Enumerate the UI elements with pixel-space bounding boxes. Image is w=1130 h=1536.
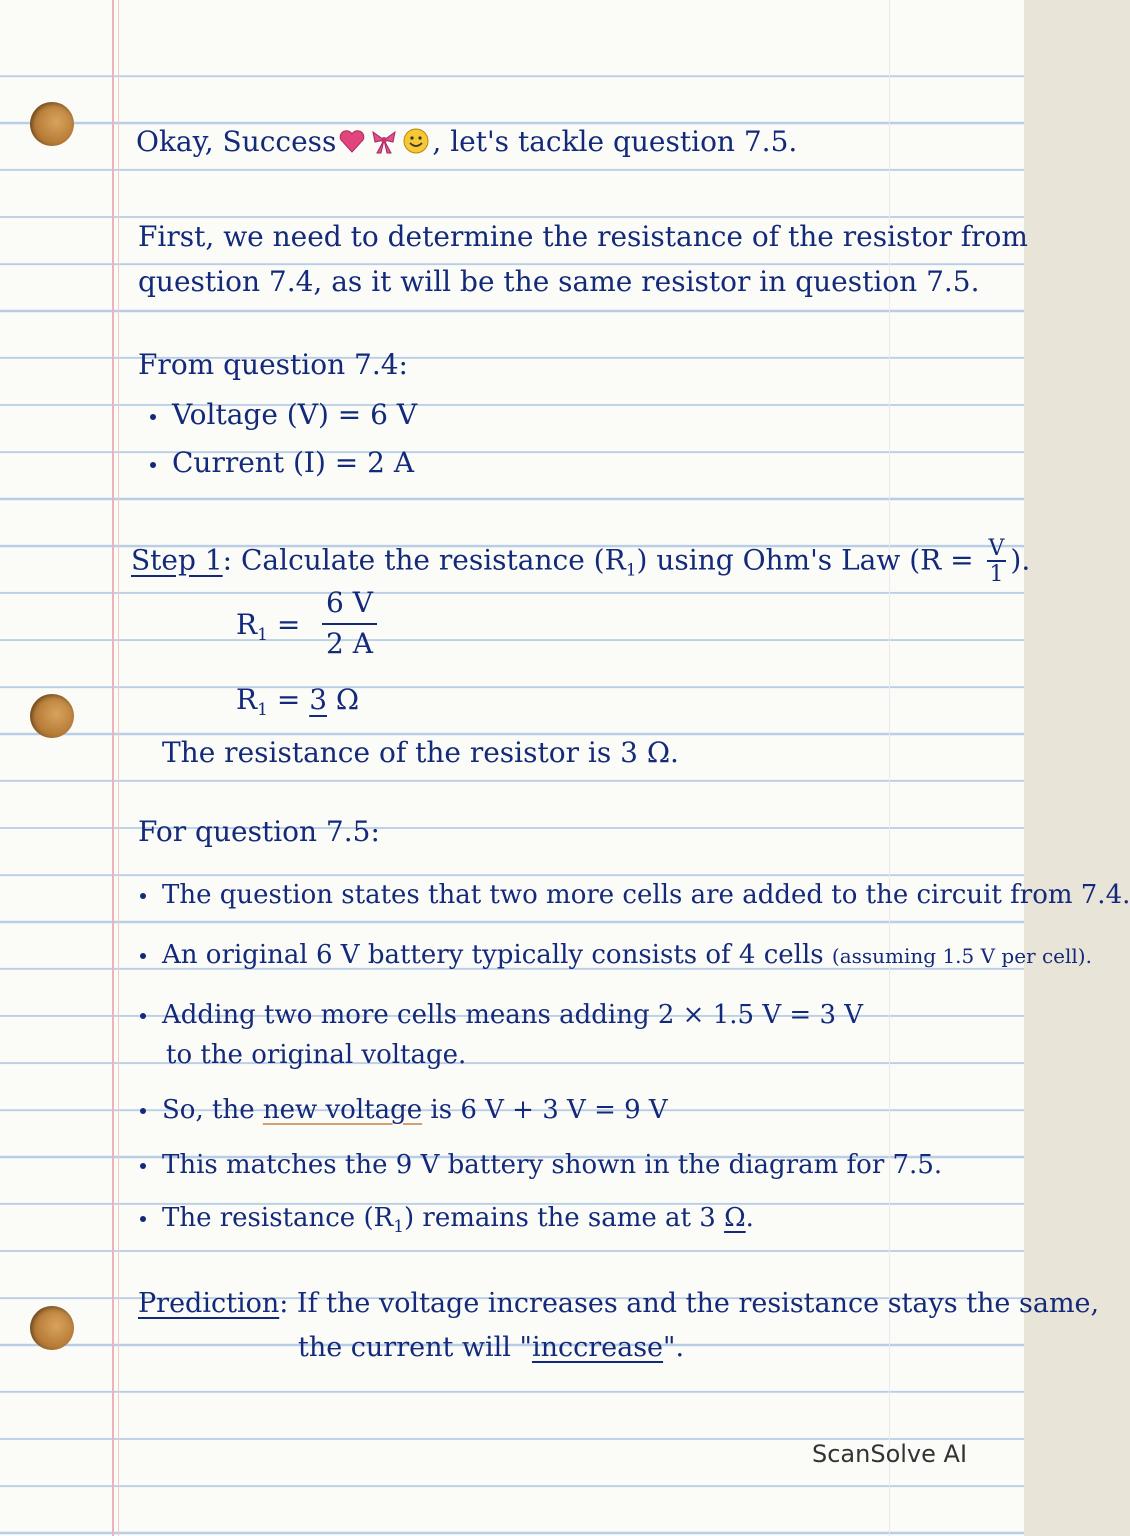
bullet-dot-icon <box>140 1163 146 1169</box>
list-item <box>140 940 1092 970</box>
greeting-suffix: , let's tackle question 7.5. <box>432 125 798 158</box>
step-1-text-2: ) using Ohm's Law (R = <box>636 543 983 577</box>
fraction-numerator: V <box>988 536 1005 561</box>
bullet-text: Adding two more cells means adding 2 × 1.5 V = 3 V <box>162 1000 864 1030</box>
list-item-continuation: to the original voltage. <box>166 1040 467 1070</box>
voltage-value: Voltage (V) = 6 V <box>172 398 418 431</box>
bullet-aside: (assuming 1.5 V per cell). <box>831 944 1092 968</box>
subscript: 1 <box>257 625 268 645</box>
bullet-text-end: . <box>745 1203 754 1233</box>
margin-line <box>112 0 114 1536</box>
list-item <box>140 1150 942 1180</box>
step-1-line <box>131 538 1030 586</box>
greeting-prefix: Okay, Success <box>136 125 337 158</box>
bullet-dot-icon <box>140 1216 146 1222</box>
equals-sign: = <box>267 683 310 716</box>
bullet-dot-icon <box>140 1013 146 1019</box>
bullet-text: The resistance (R <box>162 1203 394 1233</box>
fraction-denominator: 1 <box>989 562 1004 587</box>
prediction-text: : If the voltage increases and the resistance stays the same, <box>279 1288 1100 1319</box>
punch-hole-icon <box>30 102 74 146</box>
from-74-heading: From question 7.4: <box>138 348 408 381</box>
bullet-text-mid: ) remains the same at 3 <box>404 1203 725 1233</box>
subscript: 1 <box>625 560 637 581</box>
bullet-text: So, the <box>162 1095 263 1125</box>
step-1-label: Step 1 <box>131 543 223 577</box>
r-symbol: R <box>236 683 258 716</box>
fraction-numerator: 6 V <box>322 588 377 625</box>
list-item <box>150 446 414 479</box>
subscript: 1 <box>393 1217 405 1237</box>
ribbon-emoji-icon <box>369 126 399 156</box>
bullet-dot-icon <box>140 1108 146 1114</box>
prediction-label: Prediction <box>138 1288 280 1319</box>
bullet-text: This matches the 9 V battery shown in the diagram for 7.5. <box>162 1150 943 1180</box>
current-value: Current (I) = 2 A <box>172 446 415 479</box>
list-item <box>140 1095 668 1125</box>
ohms-law-fraction <box>987 538 1007 586</box>
resistance-sentence: The resistance of the resistor is 3 Ω. <box>162 736 679 769</box>
intro-line-1: First, we need to determine the resistance of the resistor from <box>138 220 1028 253</box>
punch-hole-icon <box>30 1306 74 1350</box>
prediction-line <box>138 1288 1099 1319</box>
bullet-text: The question states that two more cells are added to the circuit from 7.4. <box>162 880 1130 910</box>
list-item <box>140 880 1130 910</box>
list-item <box>140 1000 863 1030</box>
prediction-text: the current will " <box>298 1332 532 1363</box>
brand-watermark: ScanSolve AI <box>812 1440 968 1468</box>
r1-fraction <box>322 588 377 660</box>
subscript: 1 <box>257 700 268 720</box>
underlined-text: new voltage <box>262 1095 423 1125</box>
bullet-dot-icon <box>140 893 146 899</box>
heart-emoji-icon <box>337 126 367 156</box>
step-1-text-3: ). <box>1010 543 1031 577</box>
result-value: 3 <box>309 683 328 716</box>
list-item <box>140 1203 754 1237</box>
greeting-line <box>136 125 797 158</box>
prediction-line-2 <box>298 1332 684 1363</box>
bullet-dot-icon <box>150 414 156 420</box>
fraction-denominator: 2 A <box>326 626 373 660</box>
punch-hole-icon <box>30 694 74 738</box>
bullet-text-end: is 6 V + 3 V = 9 V <box>422 1095 668 1125</box>
list-item <box>150 398 417 431</box>
margin-line-secondary <box>118 0 119 1536</box>
equals-sign: = <box>267 608 301 641</box>
step-1-text: : Calculate the resistance (R <box>222 543 626 577</box>
bullet-dot-icon <box>150 462 156 468</box>
prediction-text-end: ". <box>663 1332 685 1363</box>
result-unit: Ω <box>327 683 360 716</box>
smiley-emoji-icon <box>401 126 431 156</box>
r1-equation-label <box>236 608 300 645</box>
for-75-heading: For question 7.5: <box>138 815 380 848</box>
r1-result <box>236 683 359 720</box>
prediction-answer: inccrease <box>531 1332 664 1363</box>
r-symbol: R <box>236 608 258 641</box>
intro-line-2: question 7.4, as it will be the same resistor in question 7.5. <box>138 265 980 298</box>
underlined-text: Ω <box>724 1203 746 1233</box>
bullet-dot-icon <box>140 953 146 959</box>
bullet-text: An original 6 V battery typically consists of 4 cells <box>162 940 832 970</box>
